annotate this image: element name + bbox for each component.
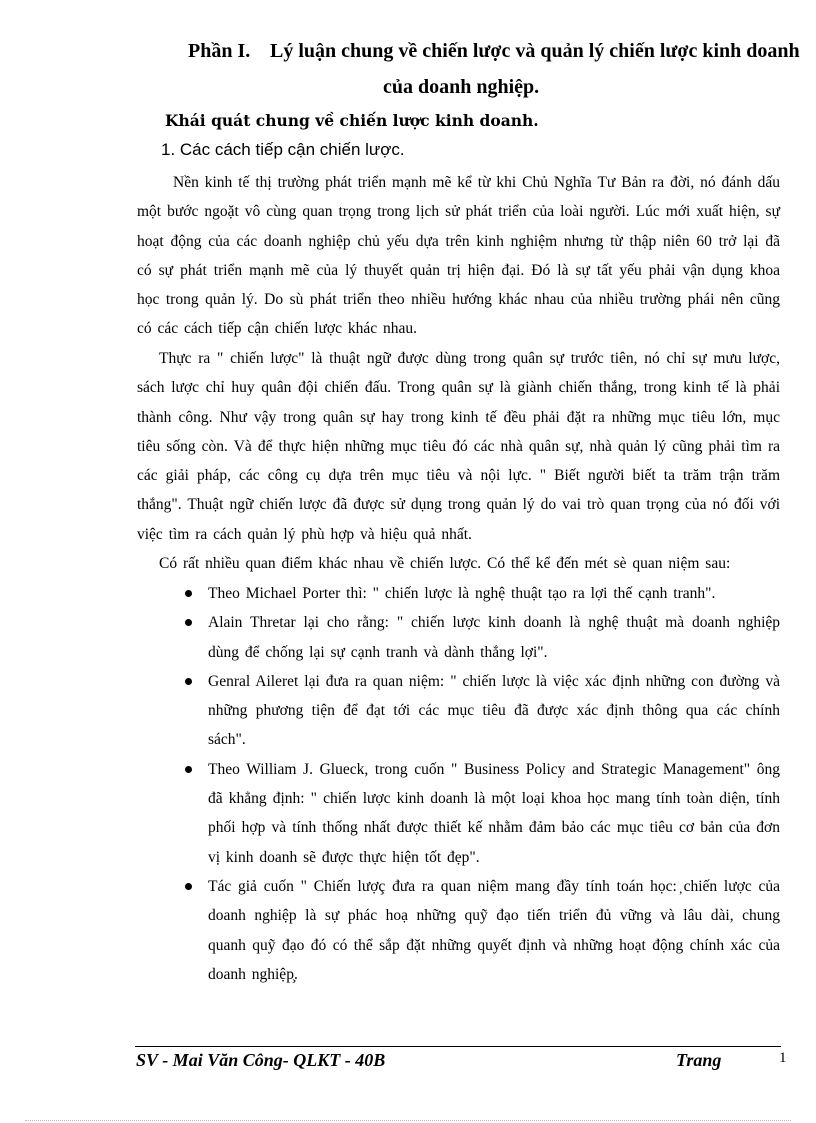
paragraph-1: Nền kinh tế thị trường phát triển mạnh mẽ kể từ khi Chủ Nghĩa Tư Bản ra đời, nó đánh dấu một bước ngoặt vô cùng quan trọng trong lịch sử phát triển của loài người. Lúc mới xuất hiện, sự hoạt động của các doanh nghiệp chủ yếu dựa trên kinh nghiệm nhưng từ thập niên 60 trở lại đã có sự phát triển mạnh mẽ của lý thuyết quản trị hiện đại. Đó là sự tất yếu phải vận dụng khoa học trong quản lý. Do sù phát triển theo nhiều hướng khác nhau của nhiều trường phái nên cũng có các cách tiếp cận chiến lược khác nhau.: [137, 174, 780, 338]
footer-page-label: Trang: [676, 1050, 722, 1070]
viewpoint-list: [137, 579, 780, 989]
list-item: [137, 872, 780, 989]
list-item: [137, 667, 780, 755]
list-item-text: Theo William J. Glueck, trong cuốn " Business Policy and Strategic Management" ông đã khẳng định: " chiến lược kinh doanh là một loại khoa học mang tính toàn diện, tính phối hợp và tính thống nhất được thiết kế nhằm đảm bảo các mục tiêu cơ bản của đơn vị kinh doanh sẽ được thực hiện tốt đẹp".: [208, 760, 780, 866]
page-edge: [25, 1120, 791, 1121]
footer-divider: [135, 1046, 781, 1047]
subsection-title: 1. Các cách tiếp cận chiến lược.: [161, 140, 405, 159]
chapter-heading: [188, 40, 800, 63]
bullet-icon: [185, 883, 192, 890]
list-item-text: Alain Thretar lại cho rằng: " chiến lược kinh doanh là nghệ thuật mà doanh nghiệp dùng để chống lại sự cạnh tranh và dành thắng lợi".: [208, 614, 780, 661]
chapter-title-line-2: của doanh nghiệp.: [383, 76, 540, 98]
page-number: 1: [779, 1050, 787, 1066]
list-item-text: Tác giả cuốn " Chiến lượç đưa ra quan niệm mang đầy tính toán học: ̦chiến lược của doanh nghiệp là sự phác hoạ những quỹ đạo tiến triển đủ vững và lâu dài, chung quanh quỹ đạo đó có thể sắp đặt những quyết định và những hoạt động chính xác của doanh nghiệp̧.: [208, 877, 780, 983]
chapter-number: Phần I.: [188, 40, 251, 62]
bullet-icon: [185, 619, 192, 626]
bullet-icon: [185, 766, 192, 773]
list-item-text: Genral Aileret lại đưa ra quan niệm: " chiến lược là việc xác định những con đường và những phương tiện để đạt tới các mục tiêu đã được xác định thông qua các chính sách".: [208, 672, 780, 749]
list-item: [137, 608, 780, 667]
bullet-icon: [185, 590, 192, 597]
section-title: Khái quát chung về chiến lược kinh doanh.: [165, 111, 539, 130]
footer-author: SV - Mai Văn Công- QLKT - 40B: [136, 1050, 386, 1070]
list-item: [137, 755, 780, 872]
list-item: [137, 579, 780, 608]
paragraph-2: Thực ra " chiến lược" là thuật ngữ được dùng trong quân sự trước tiên, nó chỉ sự mưu lược, sách lược chỉ huy quân đội chiến đấu. Trong quân sự là giành chiến thắng, trong kinh tế là phải thành công. Như vậy trong quân sự hay trong kinh tế đều phải đặt ra những mục tiêu lớn, mục tiêu sống còn. Và để thực hiện những mục tiêu đó các nhà quân sự, nhà quản lý cũng phải tìm ra các giải pháp, các công cụ dựa trên mục tiêu và nội lực. " Biết người biết ta trăm trận trăm thắng". Thuật ngữ chiến lược đã được sử dụng trong quản lý do vai trò quan trọng của nó đối với việc tìm ra cách quản lý phù hợp và hiệu quả nhất.: [137, 350, 780, 543]
list-item-text: Theo Michael Porter thì: " chiến lược là nghệ thuật tạo ra lợi thế cạnh tranh".: [208, 585, 716, 602]
bullet-icon: [185, 678, 192, 685]
chapter-title-line-1: Lý luận chung về chiến lược và quản lý chiến lược kinh doanh: [270, 40, 800, 62]
paragraph-3: Có rất nhiều quan điểm khác nhau về chiến lược. Có thể kể đến mét sè quan niệm sau:: [159, 555, 731, 572]
